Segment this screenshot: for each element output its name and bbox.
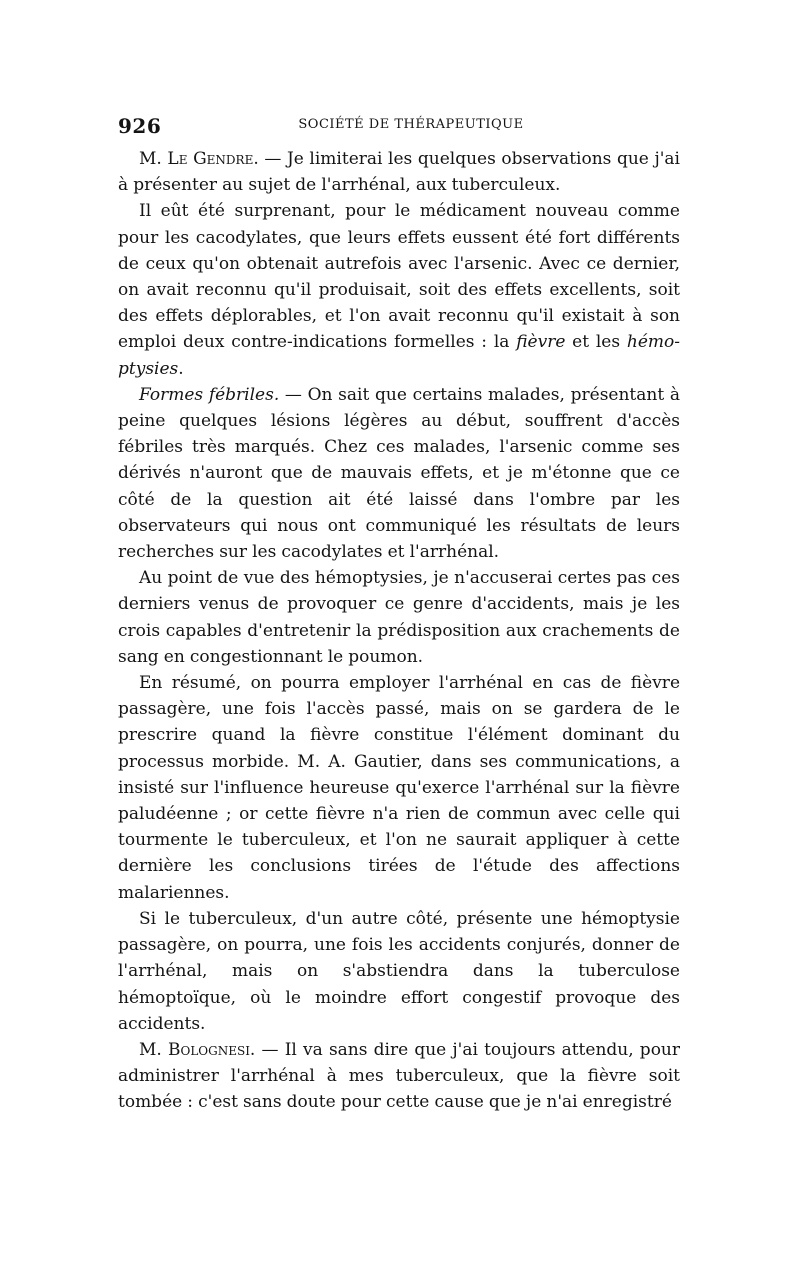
paragraph-le-gendre [118, 146, 680, 198]
italic-term-hemoptysies: hémoptysies [118, 332, 680, 379]
paragraph-formes-febriles [118, 382, 680, 565]
paragraph-text: — Je limiterai les quelques observations que j'ai à présenter au sujet de l'arrhénal, aux tuberculeux. [118, 149, 680, 196]
page-number: 926 [118, 114, 162, 138]
paragraph-text: — Il va sans dire que j'ai toujours attendu, pour administrer l'arrhénal à mes tuberculeux, que la fièvre soit tombée : c'est sans doute pour cette cause que je n'ai enregistré [118, 1039, 680, 1113]
paragraph-text: Si le tuberculeux, d'un autre côté, présente une hémoptysie passagère, on pourra, une fois les accidents conjurés, donner de l'arrhénal, mais on s'abstiendra dans la tuberculose hémoptoïque, où le moindre effort congestif provoque des accidents. [118, 908, 680, 1034]
speaker-name: M. Le Gendre. [139, 149, 259, 169]
speaker-name: M. Bolognesi. [139, 1039, 256, 1060]
paragraph-bolognesi [118, 1037, 680, 1116]
paragraph-text: et les [565, 332, 627, 353]
running-title: SOCIÉTÉ DE THÉRAPEUTIQUE [298, 117, 524, 132]
paragraph-resume [118, 670, 680, 906]
paragraph-text: Au point de vue des hémoptysies, je n'accuserai certes pas ces derniers venus de provoquer ce genre d'accidents, mais je les crois capables d'entretenir la prédisposition aux crachements de sang en congestionnant le poumon. [118, 568, 680, 667]
paragraph-arsenic [118, 198, 680, 381]
body-text [118, 146, 680, 1116]
section-heading-formes-febriles: Formes fébriles. [139, 384, 280, 405]
italic-term-fievre: fièvre [516, 332, 566, 353]
paragraph-tuberculeux [118, 906, 680, 1037]
running-head [118, 114, 680, 138]
book-page [118, 114, 680, 1116]
paragraph-text: . [178, 358, 184, 379]
paragraph-text: En résumé, on pourra employer l'arrhénal en cas de fièvre passagère, une fois l'accès passé, mais on se gardera de le prescrire quand la fièvre constitue l'élément dominant du processus morbide. M. A. Gautier, dans ses communications, a insisté sur l'influence heureuse qu'exerce l'arrhénal sur la fièvre paludéenne ; or cette fièvre n'a rien de commun avec celle qui tourmente le tuberculeux, et l'on ne saurait appliquer à cette dernière les conclusions tirées de l'étude des affections malariennes. [118, 673, 680, 903]
paragraph-text: — On sait que certains malades, présentant à peine quelques lésions légères au début, souffrent d'accès fébriles très marqués. Chez ces malades, l'arsenic comme ses dérivés n'auront que de mauvais effets, et je m'étonne que ce côté de la question ait été laissé dans l'ombre par les observateurs qui nous ont communiqué les résultats de leurs recherches sur les cacodylates et l'arrhénal. [118, 384, 680, 563]
paragraph-hemoptysies [118, 565, 680, 670]
paragraph-text: Il eût été surprenant, pour le médicament nouveau comme pour les cacodylates, que leurs effets eussent été fort différents de ceux qu'on obtenait autrefois avec l'arsenic. Avec ce dernier, on avait reconnu qu'il produisait, soit des effets excellents, soit des effets déplorables, et l'on avait reconnu qu'il existait à son emploi deux contre-indications formelles : la [118, 201, 680, 353]
